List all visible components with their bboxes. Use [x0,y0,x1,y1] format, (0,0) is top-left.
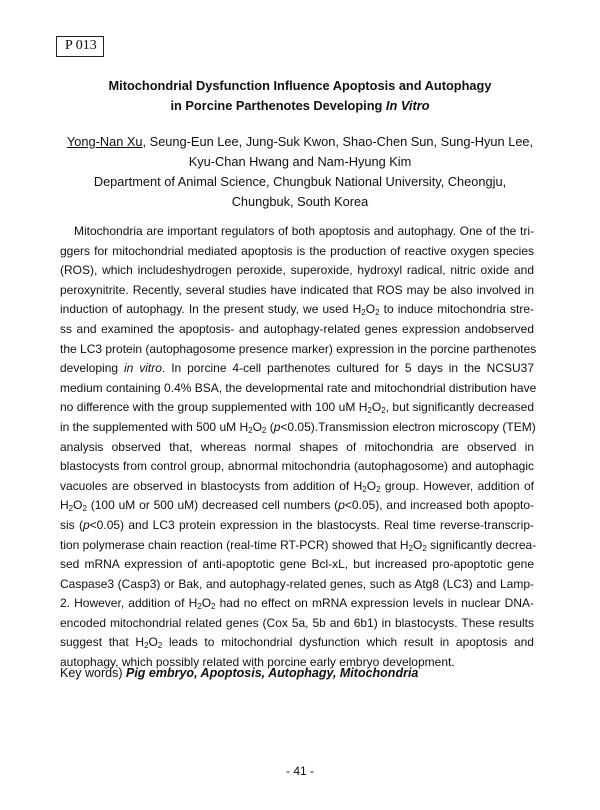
affiliation-line-1: Department of Animal Science, Chungbuk National University, Cheongju, [93,174,507,189]
poster-id-box: P 013 [56,36,104,57]
abstract-body [60,222,537,673]
author-block [0,132,600,212]
abstract-line: in the supplemented with 500 uM $H_2O_2$ (p<0.05).Transmission electron microscopy (TEM) [60,419,536,435]
abstract-line: analysis observed that, whereas normal shapes of mitochondria are observed in [60,439,534,454]
abstract-line: induction of autophagy. In the present study, we used $H_2O_2$ to induce mitochondria stre- [60,302,534,318]
abstract-line: peroxynitrite. Recently, several studies have indicated that ROS may be also involved in [60,282,534,297]
affiliation-line-2: Chungbuk, South Korea [231,194,369,209]
abstract-line: sed mRNA expression of anti-apoptotic gene Bcl-xL, but increased pro-apoptotic gene [60,557,534,572]
title-italic: In Vitro [385,98,430,113]
abstract-line: ss and examined the apoptosis- and autophagy-related genes expression andobserved [60,321,534,336]
abstract-line: Mitochondria are important regulators of both apoptosis and autophagy. One of the tri- [74,224,534,238]
abstract-line: (ROS), which includeshydrogen peroxide, superoxide, hydroxyl radical, nitric oxide and [60,263,534,278]
presenting-author: Yong-Nan Xu [66,134,143,149]
title-line-1: Mitochondrial Dysfunction Influence Apoptosis and Autophagy [108,78,492,93]
abstract-title [0,76,600,116]
title-line-2: in Porcine Parthenotes Developing In Vitro [170,98,430,113]
abstract-line: encoded mitochondrial related genes (Cox 5a, 5b and 6b1) in blastocysts. These results [60,615,534,630]
page-number: - 41 - [285,764,314,778]
abstract-line: vacuoles are observed in blastocysts from addition of $H_2O_2$ group. However, addition of [60,478,534,494]
abstract-line: no difference with the group supplemented with 100 uM $H_2O_2$, but significantly decreased [60,400,534,416]
abstract-line: sis (p<0.05) and LC3 protein expression in the blastocysts. Real time reverse-transcrip- [60,517,534,532]
authors-line-2: Kyu-Chan Hwang and Nam-Hyung Kim [188,154,412,169]
abstract-line: the LC3 protein (autophagosome presence marker) expression in the porcine parthenotes [60,341,537,356]
authors-line-1: Yong-Nan Xu, Seung-Eun Lee, Jung-Suk Kwon, Shao-Chen Sun, Sung-Hyun Lee, [66,134,534,149]
abstract-line: suggest that $H_2O_2$ leads to mitochondrial dysfunction which result in apoptosis and [60,635,534,651]
keywords [60,664,418,682]
abstract-line: Caspase3 (Casp3) or Bak, and autophagy-related genes, such as Atg8 (LC3) and Lamp- [60,576,534,591]
abstract-line: blastocysts from control group, abnormal mitochondria (autophagosome) and autophagic [60,459,534,474]
abstract-line: medium containing 0.4% BSA, the developmental rate and mitochondrial distribution have [60,380,537,395]
abstract-line: 2. However, addition of $H_2O_2$ had no effect on mRNA expression levels in nuclear DNA- [60,596,535,612]
keywords-label: Key words) [60,666,126,680]
abstract-line: $H_2O_2$ (100 uM or 500 uM) decreased cell numbers (p<0.05), and increased both apopto- [60,498,535,514]
keywords-terms: Pig embryo, Apoptosis, Autophagy, Mitochondria [126,666,419,680]
abstract-line: ggers for mitochondrial mediated apoptosis is the production of reactive oxygen species [60,243,534,258]
abstract-line: autophagy, which possibly related with porcine early embryo development. [60,655,455,670]
abstract-line: tion polymerase chain reaction (real-time RT-PCR) showed that $H_2O_2$ significantly decrea- [60,537,537,553]
abstract-line: developing in vitro. In porcine 4-cell parthenotes cultured for 5 days in the NCSU37 [60,361,534,376]
